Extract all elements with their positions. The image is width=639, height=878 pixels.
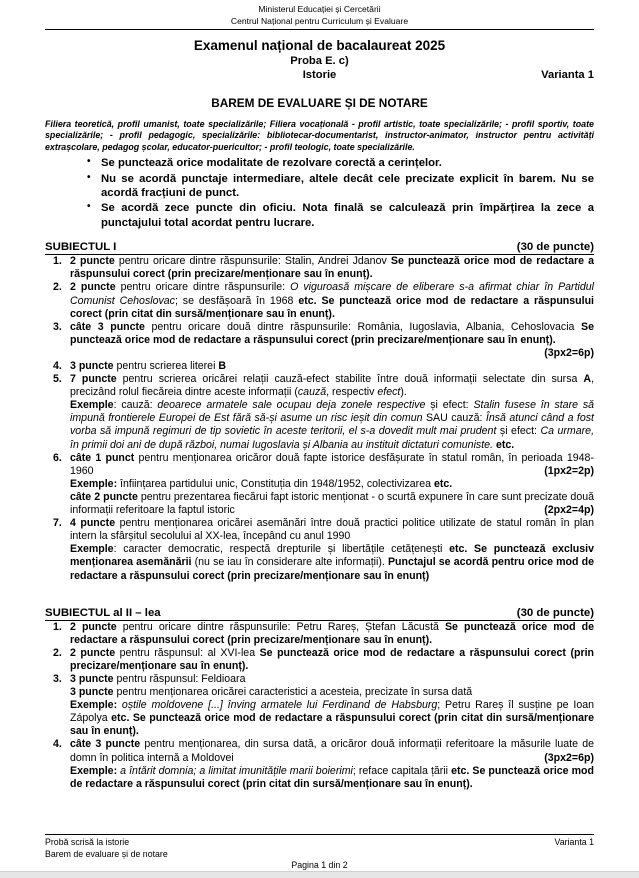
item-text: pentru menționarea oricăror două fapte istorice desfășurate în statul român, în perioada 1948-1960 bbox=[70, 451, 594, 477]
item-bold-text: Se punctează orice mod de redactare a răspunsului corect (prin precizare/menționare sau în enunț). bbox=[70, 646, 595, 672]
sub-scoring-block bbox=[70, 491, 594, 517]
source-ref: A bbox=[583, 373, 592, 386]
item-text: : cauză: bbox=[113, 399, 158, 412]
item-quote: O viguroasă mișcare de eliberare s-a afirmat chiar în Partidul Comunist Cehoslovac bbox=[70, 281, 595, 307]
list-item bbox=[45, 360, 594, 373]
footer-line-1 bbox=[45, 837, 594, 849]
item-points: (2px2=4p) bbox=[544, 504, 594, 517]
item-number: 6. bbox=[53, 451, 62, 464]
item-quote: Ca urmare, în primii doi ani de după război, numai Iugoslavia și Albania au instituit dictaturi comuniste. bbox=[70, 425, 595, 451]
item-points: (3px2=6p) bbox=[544, 751, 594, 764]
item-number: 2. bbox=[53, 281, 62, 294]
list-item: • Se acordă zece puncte din oficiu. Nota finală se calculează prin împărțirea la zece a punctajului total acordat pentru lucrare. bbox=[87, 201, 594, 230]
subject-name: Istorie bbox=[302, 69, 337, 81]
header-divider bbox=[45, 29, 594, 30]
item-text: pentru prezentarea fiecărui fapt istoric menționat - o scurtă expunere în care sunt precizate două informații referitoare la faptul istoric bbox=[70, 490, 594, 517]
item-number: 5. bbox=[53, 373, 62, 386]
footer-variant: Varianta 1 bbox=[554, 837, 594, 848]
item-lead: câte 2 puncte bbox=[70, 490, 138, 503]
example-block bbox=[70, 765, 594, 791]
item-quote: a întărit domnia; a limitat imunitățile marii boierimi bbox=[117, 764, 353, 777]
list-item bbox=[45, 452, 594, 517]
item-text: ; reface capitala țării bbox=[352, 764, 452, 777]
item-number: 3. bbox=[53, 672, 62, 685]
item-text: pentru menționarea oricărei caracteristici a acesteia, precizate în sursa dată bbox=[113, 686, 473, 699]
item-number: 4. bbox=[53, 738, 62, 751]
list-item bbox=[45, 673, 594, 738]
example-label: Exemple: bbox=[70, 477, 118, 490]
item-text: și efect: bbox=[425, 399, 474, 412]
page-number: Pagina 1 din 2 bbox=[291, 860, 348, 871]
item-text: pentru scrierea literei bbox=[113, 360, 219, 372]
item-text: pentru răspunsul: al XVI-lea bbox=[115, 646, 260, 659]
example-block bbox=[70, 543, 594, 582]
item-text: , respectiv bbox=[326, 386, 378, 399]
list-item bbox=[45, 621, 594, 647]
list-item bbox=[45, 738, 594, 790]
item-lead: 3 puncte bbox=[70, 360, 114, 372]
item-text: ). bbox=[400, 386, 407, 399]
item-lead: câte 3 puncte bbox=[70, 320, 145, 333]
item-text: pentru răspunsul: Feldioara bbox=[113, 672, 246, 685]
list-item bbox=[45, 255, 594, 281]
item-text: pentru oricare două dintre răspunsurile: România, Iugoslavia, Albania, Cehoslovacia bbox=[144, 320, 582, 333]
item-bold-text: Se punctează orice mod de redactare a răspunsului corect (prin precizare/menționare sau în enunț). bbox=[70, 620, 594, 646]
list-item: • Se punctează orice modalitate de rezolvare corectă a cerințelor. bbox=[87, 156, 594, 170]
item-text: SAU cauză: bbox=[422, 412, 486, 425]
item-text: pentru menționarea oricărei asemănări între două practici politice utilizate de statul român în plan intern la sfârșitul secolului al XX-lea, începând cu anul 1990 bbox=[70, 517, 595, 543]
subject-1-heading bbox=[45, 240, 594, 255]
item-quote: Stalin fusese în stare să impună frontierele Europei de Est fără să-și asume un risc ieșit din comun bbox=[70, 399, 595, 425]
item-quote: oștile moldovene [...] înving armatele lui Ferdinand de Habsburg bbox=[117, 699, 438, 712]
subject-2-items bbox=[45, 621, 594, 791]
subject-1-items bbox=[45, 255, 594, 582]
list-item: • Nu se acordă punctaje intermediare, altele decât cele precizate explicit în barem. Nu se acordă fracțiuni de punct. bbox=[87, 172, 594, 201]
masthead bbox=[45, 0, 594, 27]
item-bold-text: etc. Se punctează orice mod de redactare a răspunsului corect (prin citat din sursă/menționare sau în enunț). bbox=[70, 712, 594, 738]
item-text: înființarea partidului unic, Constituția din 1948/1952, colectivizarea bbox=[117, 477, 434, 490]
list-item bbox=[45, 647, 594, 673]
item-bold-text: B bbox=[218, 360, 227, 372]
item-bold-text: Se punctează orice mod de redactare a răspunsului corect (prin precizare/menționare sau în enunț). bbox=[70, 320, 594, 346]
item-lead: 3 puncte bbox=[70, 686, 114, 699]
filiera-text: Filiera teoretică, profil umanist, toate specializările; Filiera vocațională - profil artistic, toate specializările; - profil sportiv, toate specializările; - profil pedagogic, specializările: bibliotecar-documentarist, instructor-animator, instructor pentru activități extrașcolare, pedagog școlar, educator-puericultor; - profil teologic, toate specializările. bbox=[45, 119, 594, 152]
item-lead: 7 puncte bbox=[70, 373, 117, 386]
item-points: (3px2=6p) bbox=[544, 346, 594, 359]
item-quote: deoarece armatele sale ocupau deja zonele respective bbox=[157, 399, 426, 412]
ministry-line-2: Centrul Național pentru Curriculum și Evaluare bbox=[230, 15, 409, 26]
item-text: și efect: bbox=[496, 425, 541, 438]
example-label: Exemple bbox=[70, 543, 114, 556]
item-text: pentru oricare dintre răspunsurile: Stalin, Andrei Jdanov bbox=[114, 255, 391, 268]
item-lead: 2 puncte bbox=[70, 646, 116, 659]
item-text: ; se desfășoară în 1968 bbox=[174, 294, 299, 307]
item-lead: 2 puncte bbox=[70, 620, 117, 633]
footer-left-1: Probă scrisă la istorie bbox=[45, 837, 130, 848]
example-block bbox=[70, 699, 594, 738]
title-block bbox=[45, 38, 594, 111]
item-number: 1. bbox=[53, 255, 62, 268]
item-bold-text: etc. bbox=[493, 438, 515, 451]
ministry-line-1: Ministerul Educației și Cercetării bbox=[258, 4, 381, 14]
proba-label: Proba E. c) bbox=[290, 55, 349, 67]
subject-1-title: SUBIECTUL I bbox=[45, 241, 117, 254]
item-bold-text: Se punctează orice mod de redactare a răspunsului corect (prin precizare/menționare sau în enunț). bbox=[70, 255, 594, 281]
subject-2-title: SUBIECTUL al II – lea bbox=[45, 606, 161, 619]
page-bottom-edge bbox=[0, 871, 639, 878]
item-quote: cauză bbox=[297, 386, 327, 399]
item-lead: 2 puncte bbox=[70, 255, 115, 268]
item-text: pentru oricare dintre răspunsurile: bbox=[115, 281, 291, 294]
example-block bbox=[70, 478, 594, 491]
list-item bbox=[45, 281, 594, 320]
item-points: (1px2=2p) bbox=[544, 464, 594, 477]
item-text: (nu se iau în considerare alte informații). bbox=[191, 556, 388, 569]
list-item bbox=[45, 517, 594, 582]
subject-2-heading bbox=[45, 606, 594, 621]
document-title: BAREM DE EVALUARE ȘI DE NOTARE bbox=[211, 96, 428, 110]
general-rules-list bbox=[45, 156, 594, 230]
list-item bbox=[45, 373, 594, 452]
example-label: Exemple bbox=[70, 399, 114, 412]
footer-line-2 bbox=[45, 849, 594, 861]
item-bold-text: etc. Se punctează orice mod de redactare a răspunsului corect (prin citat din sursă/menționare sau în enunț). bbox=[70, 294, 595, 320]
subject-2-points: (30 de puncte) bbox=[516, 606, 594, 619]
item-bold-text: etc. bbox=[433, 477, 453, 490]
item-text: pentru scrierea oricărei relații cauză-efect stabilite între două informații selectate din sursa bbox=[116, 373, 584, 386]
item-bold-text: Punctajul se acordă pentru orice mod de redactare a răspunsului corect (prin precizare/menționare sau în enunț) bbox=[70, 556, 594, 582]
item-text: : caracter democratic, respectă drepturile și libertățile cetățenești bbox=[113, 543, 450, 556]
example-label: Exemple: bbox=[70, 699, 118, 712]
list-item bbox=[45, 321, 594, 360]
subject-1-points: (30 de puncte) bbox=[516, 241, 594, 254]
example-label: Exemple: bbox=[70, 764, 118, 777]
item-number: 2. bbox=[53, 646, 62, 659]
item-lead: 2 puncte bbox=[70, 281, 116, 294]
item-bold-text: etc. Se punctează exclusiv menționarea asemănării bbox=[70, 543, 594, 569]
item-quote: Însă atunci când a fost vorba să impună regimuri de tip sovietic în aceste teritorii, el s-a dovedit mult mai prudent bbox=[70, 412, 594, 438]
item-quote: efect bbox=[377, 386, 401, 399]
example-block bbox=[70, 399, 594, 451]
item-text: pentru oricare dintre răspunsurile: Petru Rareș, Ștefan Lăcustă bbox=[116, 620, 445, 633]
footer-left-2: Barem de evaluare și de notare bbox=[45, 848, 168, 859]
item-number: 4. bbox=[53, 360, 62, 372]
subject-row bbox=[45, 68, 594, 82]
item-number: 1. bbox=[53, 620, 62, 633]
item-text: , precizând rolul fiecăreia dintre aceste informații ( bbox=[70, 373, 595, 399]
exam-title: Examenul național de bacalaureat 2025 bbox=[193, 38, 446, 53]
item-text: ; Petru Rareș îl susține pe Ioan Zápolya bbox=[70, 699, 594, 725]
item-number: 3. bbox=[53, 320, 62, 333]
item-bold-text: etc. Se punctează orice mod de redactare a răspunsului corect (prin citat din sursă/menționare sau în enunț). bbox=[70, 764, 594, 790]
item-lead: 3 puncte bbox=[70, 672, 114, 685]
item-lead: câte 1 punct bbox=[70, 451, 135, 464]
item-number: 7. bbox=[53, 517, 62, 530]
footer-divider bbox=[45, 834, 594, 835]
item-lead: 4 puncte bbox=[70, 517, 116, 530]
page-footer bbox=[45, 834, 594, 872]
item-text: pentru menționarea, din sursa dată, a oricăror două informații referitoare la măsurile luate de domn în politica internă a Moldovei bbox=[70, 738, 594, 764]
item-lead: câte 3 puncte bbox=[70, 738, 141, 751]
variant-label: Varianta 1 bbox=[541, 69, 594, 81]
sub-scoring-block bbox=[70, 686, 594, 699]
